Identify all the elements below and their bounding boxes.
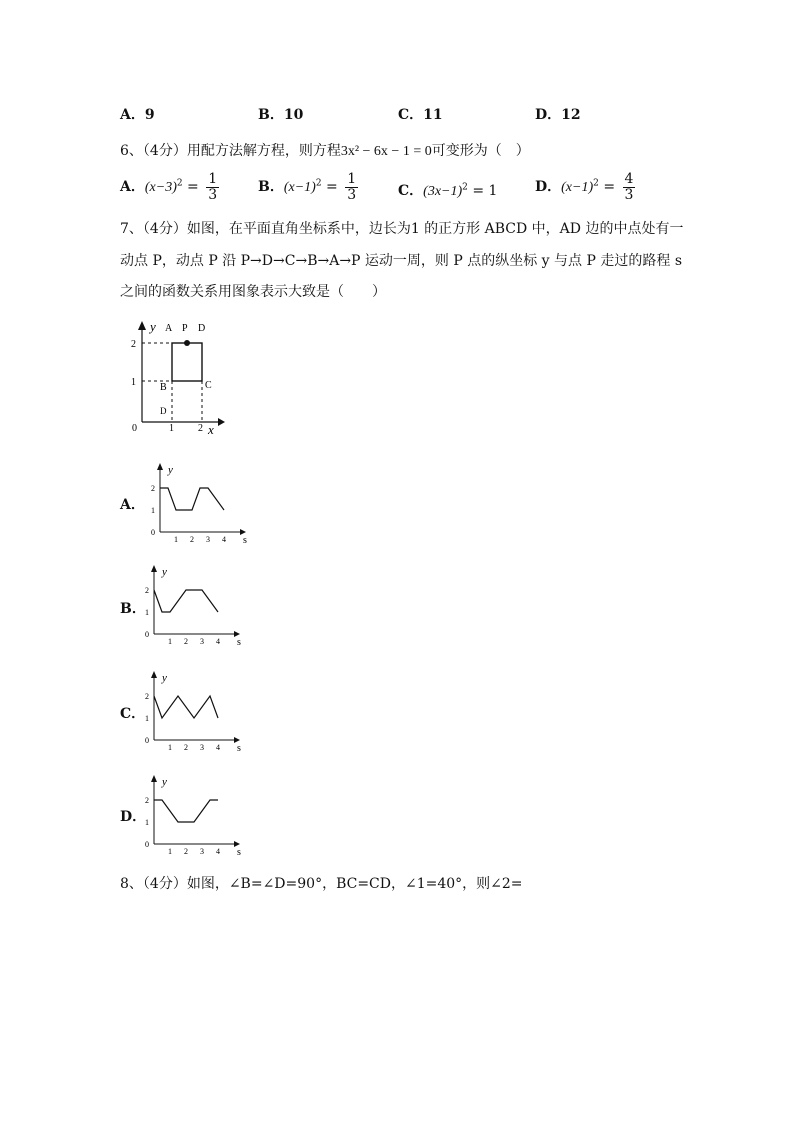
q5-option-b[interactable] — [258, 104, 303, 124]
graph-xtick-3: 3 — [200, 847, 204, 856]
q6-option-d-exp: 2 — [593, 178, 599, 189]
q6-option-b-lhs: (x−1) — [283, 180, 316, 196]
graph-label-s: s — [237, 637, 241, 646]
q6-option-a-eq: = — [182, 179, 204, 196]
q7-figure-label-p: P — [182, 323, 188, 334]
graph-y-arrow — [157, 463, 163, 470]
q5-option-d-value: 12 — [561, 107, 581, 123]
q7-figure-label-c: C — [205, 380, 212, 391]
q6-option-d[interactable] — [535, 172, 635, 202]
graph-line — [154, 590, 218, 612]
graph-xtick-3: 3 — [200, 743, 204, 752]
q7-figure-label-b: B — [160, 382, 167, 393]
graph-origin: 0 — [151, 528, 155, 537]
q6-stem — [120, 140, 530, 160]
q6-option-c-label: C． — [398, 183, 424, 199]
graph-xtick-2: 2 — [184, 743, 188, 752]
q5-option-a[interactable] — [120, 104, 155, 124]
q6-prefix: 6、（4分）用配方法解方程，则方程 — [120, 143, 341, 159]
q5-option-b-label: B． — [258, 107, 284, 123]
graph-xtick-3: 3 — [206, 535, 210, 544]
q6-option-a-num: 1 — [208, 171, 218, 187]
graph-xtick-1: 1 — [168, 847, 172, 856]
q7-option-a-label[interactable]: A． — [120, 497, 145, 513]
q7-figure-ytick-2: 2 — [131, 339, 136, 350]
q7-figure-x-arrow — [218, 418, 225, 426]
q5-option-c-label: C． — [398, 107, 424, 123]
graph-label-s: s — [237, 847, 241, 856]
q6-option-d-den: 3 — [624, 186, 634, 203]
q6-option-d-eq: = — [598, 179, 620, 196]
q6-option-a-lhs: (x−3) — [144, 180, 177, 196]
q7-figure-label-x: x — [208, 422, 214, 437]
q6-option-b-eq: = — [321, 179, 343, 196]
q8-stem: 8、（4分）如图，∠B=∠D=90°，BC=CD，∠1=40°，则∠2= — [120, 876, 523, 892]
q7-figure-label-d: D — [198, 323, 206, 334]
graph-label-s: s — [243, 535, 247, 544]
q6-option-c-eq: = 1 — [467, 183, 498, 199]
graph-xtick-4: 4 — [216, 743, 220, 752]
q7-figure-xtick-1: 1 — [169, 423, 174, 434]
q6-option-b-label: B． — [258, 179, 284, 196]
q7-figure-label-a: A — [165, 323, 173, 334]
q6-option-d-num: 4 — [624, 171, 634, 187]
graph-ytick-1: 1 — [145, 818, 149, 827]
graph-ytick-1: 1 — [145, 714, 149, 723]
q5-option-a-label: A． — [120, 107, 145, 123]
graph-xtick-1: 1 — [174, 535, 178, 544]
graph-xtick-4: 4 — [216, 637, 220, 646]
q6-option-a-exp: 2 — [176, 178, 183, 189]
q7-figure-point-p — [184, 340, 190, 346]
graph-ytick-2: 2 — [145, 796, 149, 805]
graph-xtick-4: 4 — [216, 847, 220, 856]
q7-figure-origin: 0 — [132, 423, 137, 434]
q7-option-d-label[interactable]: D． — [120, 809, 147, 825]
graph-xtick-1: 1 — [168, 743, 172, 752]
q6-option-a-label: A． — [120, 179, 145, 196]
graph-label-y: y — [162, 566, 167, 578]
q5-option-a-value: 9 — [144, 107, 155, 123]
graph-xtick-2: 2 — [184, 637, 188, 646]
graph-y-arrow — [151, 671, 157, 678]
graph-y-arrow — [151, 775, 157, 782]
graph-label-y: y — [162, 672, 167, 684]
q6-option-c-exp: 2 — [462, 182, 468, 193]
q6-option-c-lhs: (3x−1) — [423, 184, 463, 199]
graph-origin: 0 — [145, 630, 149, 639]
graph-xtick-2: 2 — [190, 535, 194, 544]
graph-xtick-2: 2 — [184, 847, 188, 856]
q5-option-c[interactable] — [398, 104, 443, 124]
q7-option-b-label[interactable]: B． — [120, 601, 146, 617]
q6-option-b-exp: 2 — [315, 178, 322, 189]
graph-origin: 0 — [145, 736, 149, 745]
graph-label-y: y — [162, 776, 167, 788]
graph-ytick-1: 1 — [151, 506, 155, 515]
graph-ytick-2: 2 — [151, 484, 155, 493]
q6-option-d-label: D． — [535, 179, 562, 196]
q7-figure-square — [172, 343, 202, 381]
q5-option-d-label: D． — [535, 107, 562, 123]
graph-label-s: s — [237, 743, 241, 752]
q7-option-c-graph[interactable] — [140, 668, 250, 752]
q7-option-b-graph[interactable] — [140, 562, 250, 646]
q6-option-a-den: 3 — [208, 186, 218, 203]
graph-ytick-2: 2 — [145, 586, 149, 595]
q7-stem-line1: 7、（4分）如图，在平面直角坐标系中，边长为1 的正方形 ABCD 中，AD 边的中点处有一 — [120, 221, 684, 237]
q6-option-c[interactable] — [398, 180, 497, 200]
graph-xtick-3: 3 — [200, 637, 204, 646]
graph-origin: 0 — [145, 840, 149, 849]
q7-figure-ytick-1: 1 — [131, 377, 136, 388]
graph-line — [160, 488, 224, 510]
q7-figure-xtick-2: 2 — [198, 423, 203, 434]
q6-suffix: 可变形为（ ） — [431, 143, 530, 159]
q7-figure-y-arrow — [138, 321, 146, 330]
graph-line — [154, 696, 218, 718]
q7-stem-line2: 动点 P，动点 P 沿 P→D→C→B→A→P 运动一周，则 P 点的纵坐标 y 与点 P 走过的路程 s — [120, 253, 683, 269]
q7-figure-label-d-lower: D — [160, 406, 167, 416]
graph-y-arrow — [151, 565, 157, 572]
q5-option-b-value: 10 — [283, 107, 304, 123]
q7-stem-line3: 之间的函数关系用图象表示大致是（ ） — [120, 284, 386, 300]
q5-option-d[interactable] — [535, 104, 581, 124]
graph-xtick-1: 1 — [168, 637, 172, 646]
graph-ytick-2: 2 — [145, 692, 149, 701]
q6-option-b-num: 1 — [347, 171, 357, 187]
q6-option-b[interactable] — [258, 172, 358, 202]
q7-figure-label-y: y — [150, 319, 156, 334]
q7-option-c-label[interactable]: C． — [120, 706, 146, 722]
graph-line — [154, 800, 218, 822]
graph-ytick-1: 1 — [145, 608, 149, 617]
q7-option-a-graph[interactable] — [146, 460, 256, 544]
graph-label-y: y — [168, 464, 173, 476]
q6-equation: 3x² − 6x − 1 = 0 — [340, 144, 432, 159]
q7-option-d-graph[interactable] — [140, 772, 250, 856]
q5-option-c-value: 11 — [423, 107, 443, 123]
q6-option-b-den: 3 — [347, 186, 357, 203]
q6-option-d-lhs: (x−1) — [561, 180, 594, 196]
graph-xtick-4: 4 — [222, 535, 226, 544]
q7-figure — [126, 318, 226, 438]
q6-option-a[interactable] — [120, 172, 219, 202]
